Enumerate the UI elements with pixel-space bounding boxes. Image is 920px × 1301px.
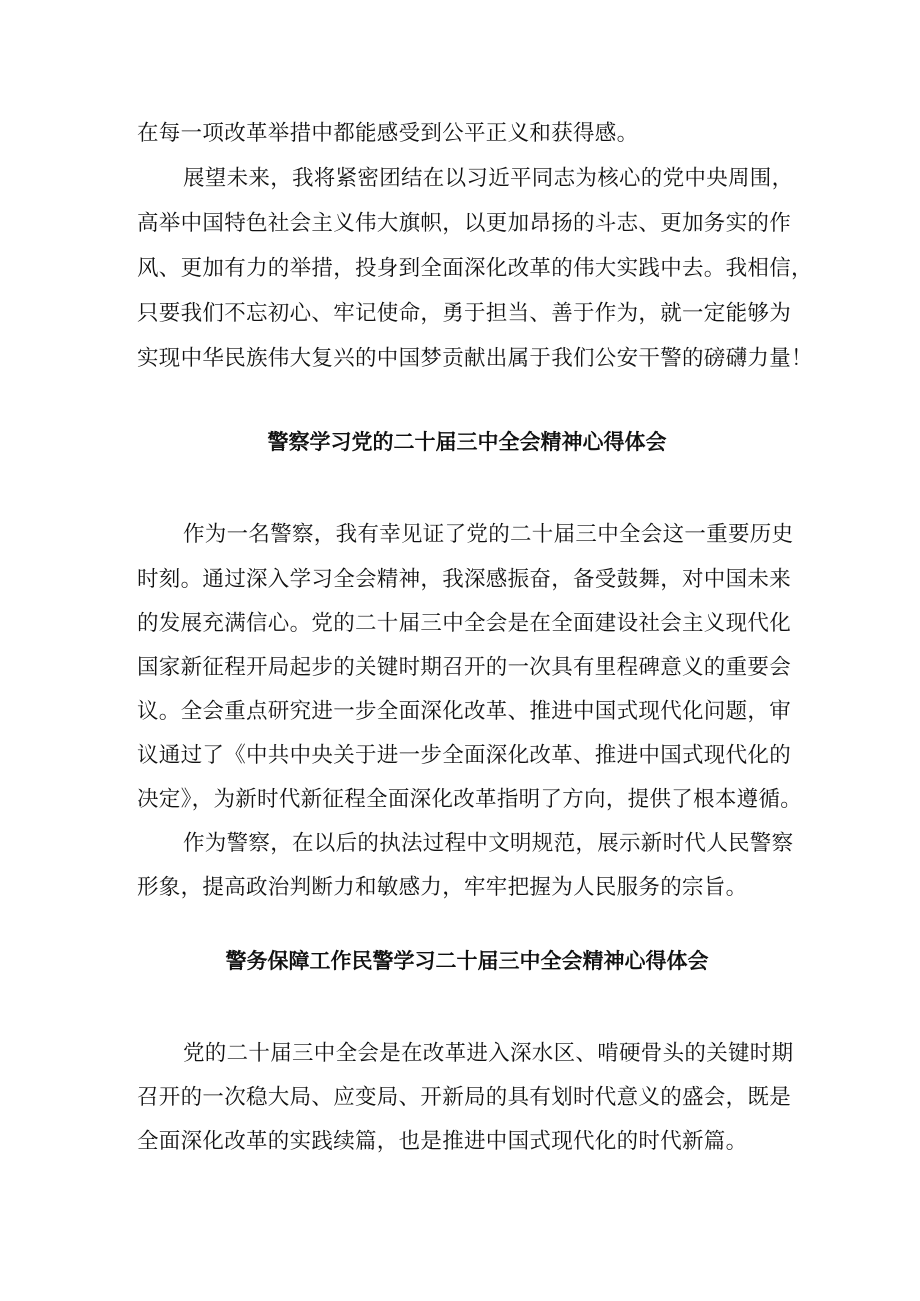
- paragraph-line: 只要我们不忘初心、牢记使命，勇于担当、善于作为，就一定能够为: [137, 301, 792, 326]
- paragraph-line: 召开的一次稳大局、应变局、开新局的具有划时代意义的盛会，既是: [137, 1085, 792, 1110]
- paragraph-line: 展望未来，我将紧密团结在以习近平同志为核心的党中央周围，: [183, 166, 794, 191]
- paragraph-line: 全面深化改革的实践续篇，也是推进中国式现代化的时代新篇。: [137, 1129, 748, 1154]
- paragraph-line: 决定》，为新时代新征程全面深化改革指明了方向，提供了根本遵循。: [137, 787, 803, 812]
- paragraph-line: 国家新征程开局起步的关键时期召开的一次具有里程碑意义的重要会: [137, 655, 792, 680]
- paragraph-line: 议。全会重点研究进一步全面深化改革、推进中国式现代化问题，审: [137, 699, 792, 724]
- paragraph-line: 的发展充满信心。党的二十届三中全会是在全面建设社会主义现代化: [137, 611, 792, 636]
- paragraph-line: 时刻。通过深入学习全会精神，我深感振奋，备受鼓舞，对中国未来: [137, 567, 792, 592]
- paragraph-line: 高举中国特色社会主义伟大旗帜，以更加昂扬的斗志、更加务实的作: [137, 211, 792, 236]
- paragraph-line: 党的二十届三中全会是在改革进入深水区、啃硬骨头的关键时期: [183, 1041, 794, 1066]
- paragraph-line: 作为警察，在以后的执法过程中文明规范，展示新时代人民警察: [183, 831, 794, 856]
- paragraph-line: 议通过了《中共中央关于进一步全面深化改革、推进中国式现代化的: [137, 743, 792, 768]
- paragraph-line: 在每一项改革举措中都能感受到公平正义和获得感。: [137, 121, 639, 146]
- paragraph-line: 风、更加有力的举措，投身到全面深化改革的伟大实践中去。我相信，: [137, 256, 813, 281]
- paragraph-line: 形象，提高政治判断力和敏感力，牢牢把握为人民服务的宗旨。: [137, 875, 748, 900]
- paragraph-line: 实现中华民族伟大复兴的中国梦贡献出属于我们公安干警的磅礴力量！: [137, 346, 813, 371]
- paragraph-line: 作为一名警察，我有幸见证了党的二十届三中全会这一重要历史: [183, 522, 794, 547]
- section-title: 警务保障工作民警学习二十届三中全会精神心得体会: [225, 949, 709, 973]
- section-title: 警察学习党的二十届三中全会精神心得体会: [267, 430, 667, 454]
